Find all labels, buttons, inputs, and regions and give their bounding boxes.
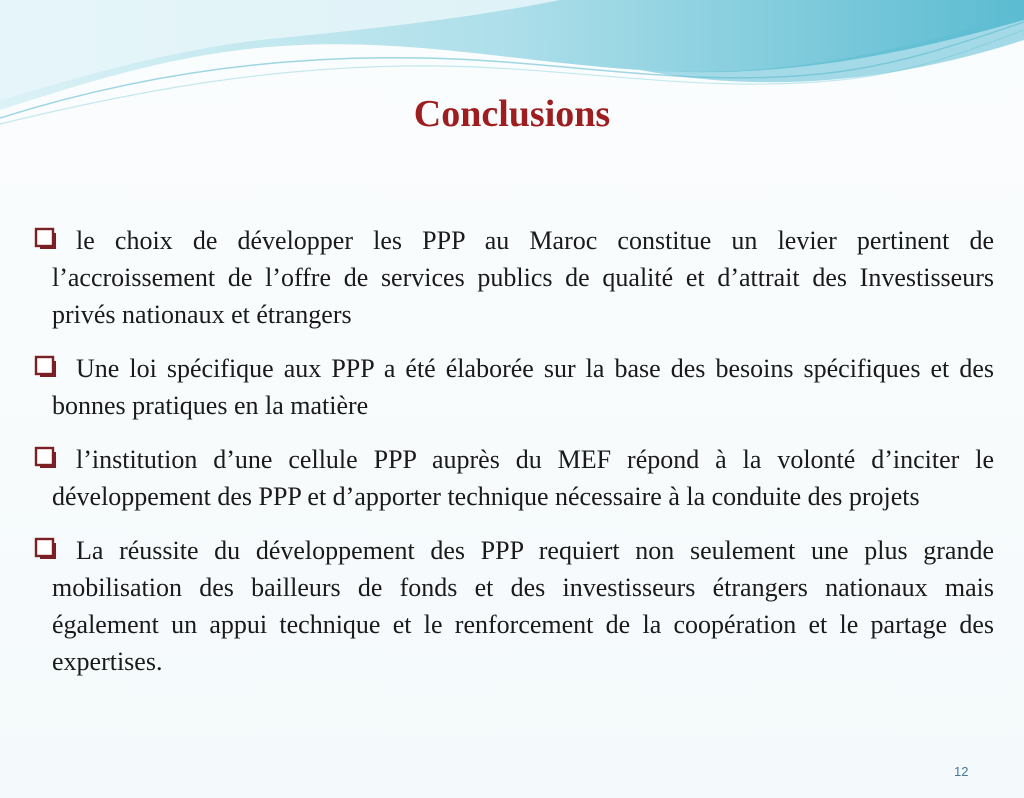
bullet-item	[34, 532, 994, 680]
bullet-item	[34, 350, 994, 424]
checkbox-square-icon	[34, 537, 58, 561]
slide-title: Conclusions	[413, 93, 611, 135]
bullet-item	[34, 222, 994, 333]
page-number: 12	[954, 764, 969, 779]
checkbox-square-icon	[34, 446, 58, 470]
checkbox-square-icon	[34, 227, 58, 251]
bullet-text: Une loi spécifique aux PPP a été élaborée sur la base des besoins spécifiques et des bonnes pratiques en la matière	[52, 354, 994, 420]
bullet-text: La réussite du développement des PPP requiert non seulement une plus grande mobilisation des bailleurs de fonds et des investisseurs étrangers nationaux mais également un appui technique et le renforcement de la coopération et le partage des expertises.	[52, 536, 994, 676]
bullet-text: le choix de développer les PPP au Maroc constitue un levier pertinent de l’accroissement de l’offre de services publics de qualité et d’attrait des Investisseurs privés nationaux et étrangers	[52, 226, 994, 329]
checkbox-square-icon	[34, 355, 58, 379]
bullet-list	[34, 222, 994, 697]
bullet-item	[34, 441, 994, 515]
bullet-text: l’institution d’une cellule PPP auprès du MEF répond à la volonté d’inciter le développement des PPP et d’apporter technique nécessaire à la conduite des projets	[52, 445, 994, 511]
